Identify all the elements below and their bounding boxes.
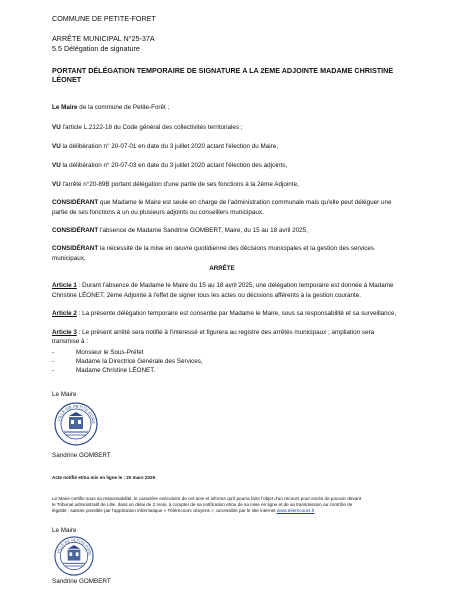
considerant-1-line-1: CONSIDÉRANT que Madame le Maire est seule en charge de l'administration communale mais qu'elle peut déléguer une (52, 199, 392, 206)
telerecours-link[interactable]: www.telerecours.fr (276, 508, 315, 513)
commune-name: COMMUNE DE PETITE-FORET (52, 14, 156, 23)
vu-line-3: VU la délibération n° 20-07-03 en date du 3 juillet 2020 actant l'élection des adjoints, (52, 162, 288, 169)
article-3-line-1: Article 3 : Le présent arrêté sera notifié à l'intéressé et figurera au registre des arrêtés municipaux ; ampliation sera (52, 329, 375, 336)
article-2: Article 2 : La présente délégation temporaire est consentie par Madame le Maire, sous sa responsabilité et sa surveillance, (52, 310, 397, 317)
le-maire-line: Le Maire de la commune de Petite-Forêt ; (52, 104, 170, 111)
notice-line-2: le Tribunal administratif de Lille, dans un délai de 2 mois, à compter de sa notification et/ou de sa mise en ligne et de sa transmission au contrôle de (52, 502, 353, 507)
considerant-2: CONSIDÉRANT l'absence de Madame Sandrine GOMBERT, Maire, du 15 au 18 avril 2025, (52, 227, 308, 234)
signature-role: Le Maire (52, 391, 77, 398)
recipient-item: - Madame la Directrice Générale des Services, (52, 358, 203, 365)
acte-notifie-line: Acte notifié et/ou mis en ligne le : 20 mars 2025 (52, 475, 156, 480)
arrete-category: 5.5 Délégation de signature (52, 44, 140, 53)
arrete-number: ARRÊTE MUNICIPAL N°25-37A (52, 34, 155, 43)
svg-text:VILLE DE PETITE-FORET: VILLE DE PETITE-FORE (56, 403, 97, 425)
vu-line-4: VU l'arrêté n°20-89B portant délégation d'une partie de ses fonctions à la 2ème Adjointe, (52, 181, 299, 188)
vu-line-1: VU l'article L.2122-18 du Code général des collectivités territoriales ; (52, 124, 243, 131)
article-1-line-2: Christine LÉONET, 2ème Adjointe à l'effet de signer tous les actes ou décisions afférents à la gestion courante. (52, 292, 361, 299)
signature-2-name: Sandrine GOMBERT (52, 578, 111, 585)
notice-line-1: Le Maire certifie sous sa responsabilité, le caractère exécutoire de cet acte et informe qu'il pourra faire l'objet d'un recours pour excès de pouvoir devant (52, 496, 362, 501)
document-title: PORTANT DÉLÉGATION TEMPORAIRE DE SIGNATURE A LA 2EME ADJOINTE MADAME CHRISTINE LÉONET (52, 66, 394, 84)
signature-name: Sandrine GOMBERT (52, 452, 111, 459)
svg-text:VILLE DE PETITE-FORET: VILLE DE PETITE-FORE (56, 538, 92, 557)
municipal-seal-icon (54, 536, 94, 576)
recipient-item: - Monsieur le Sous-Préfet (52, 349, 144, 356)
municipal-seal-icon (54, 402, 98, 446)
arrete-heading: ARRÊTE (209, 265, 235, 272)
vu-line-2: VU la délibération n° 20-07-01 en date du 3 juillet 2020 actant l'élection du Maire, (52, 143, 279, 150)
considerant-3-line-1: CONSIDÉRANT la nécessité de la mise en œuvre quotidienne des décisions municipales et la gestion des services (52, 245, 374, 252)
considerant-3-line-2: municipaux, (52, 255, 86, 262)
article-1-line-1: Article 1 : Durant l'absence de Madame le Maire du 15 au 18 avril 2025, une délégation temporaire est donnée à Madame (52, 282, 394, 289)
signature-2-role: Le Maire (52, 527, 77, 534)
article-3-line-2: transmise à : (52, 338, 89, 345)
considerant-1-line-2: partie de ses fonctions à un ou plusieurs adjoints ou conseillers municipaux, (52, 209, 264, 216)
recipient-item: - Madame Christine LÉONET. (52, 367, 156, 374)
notice-line-3: légalité ; saisine possible par l'application informatique « Télérecours citoyens », accessible par le site internet www.telerecours.fr (52, 508, 315, 513)
